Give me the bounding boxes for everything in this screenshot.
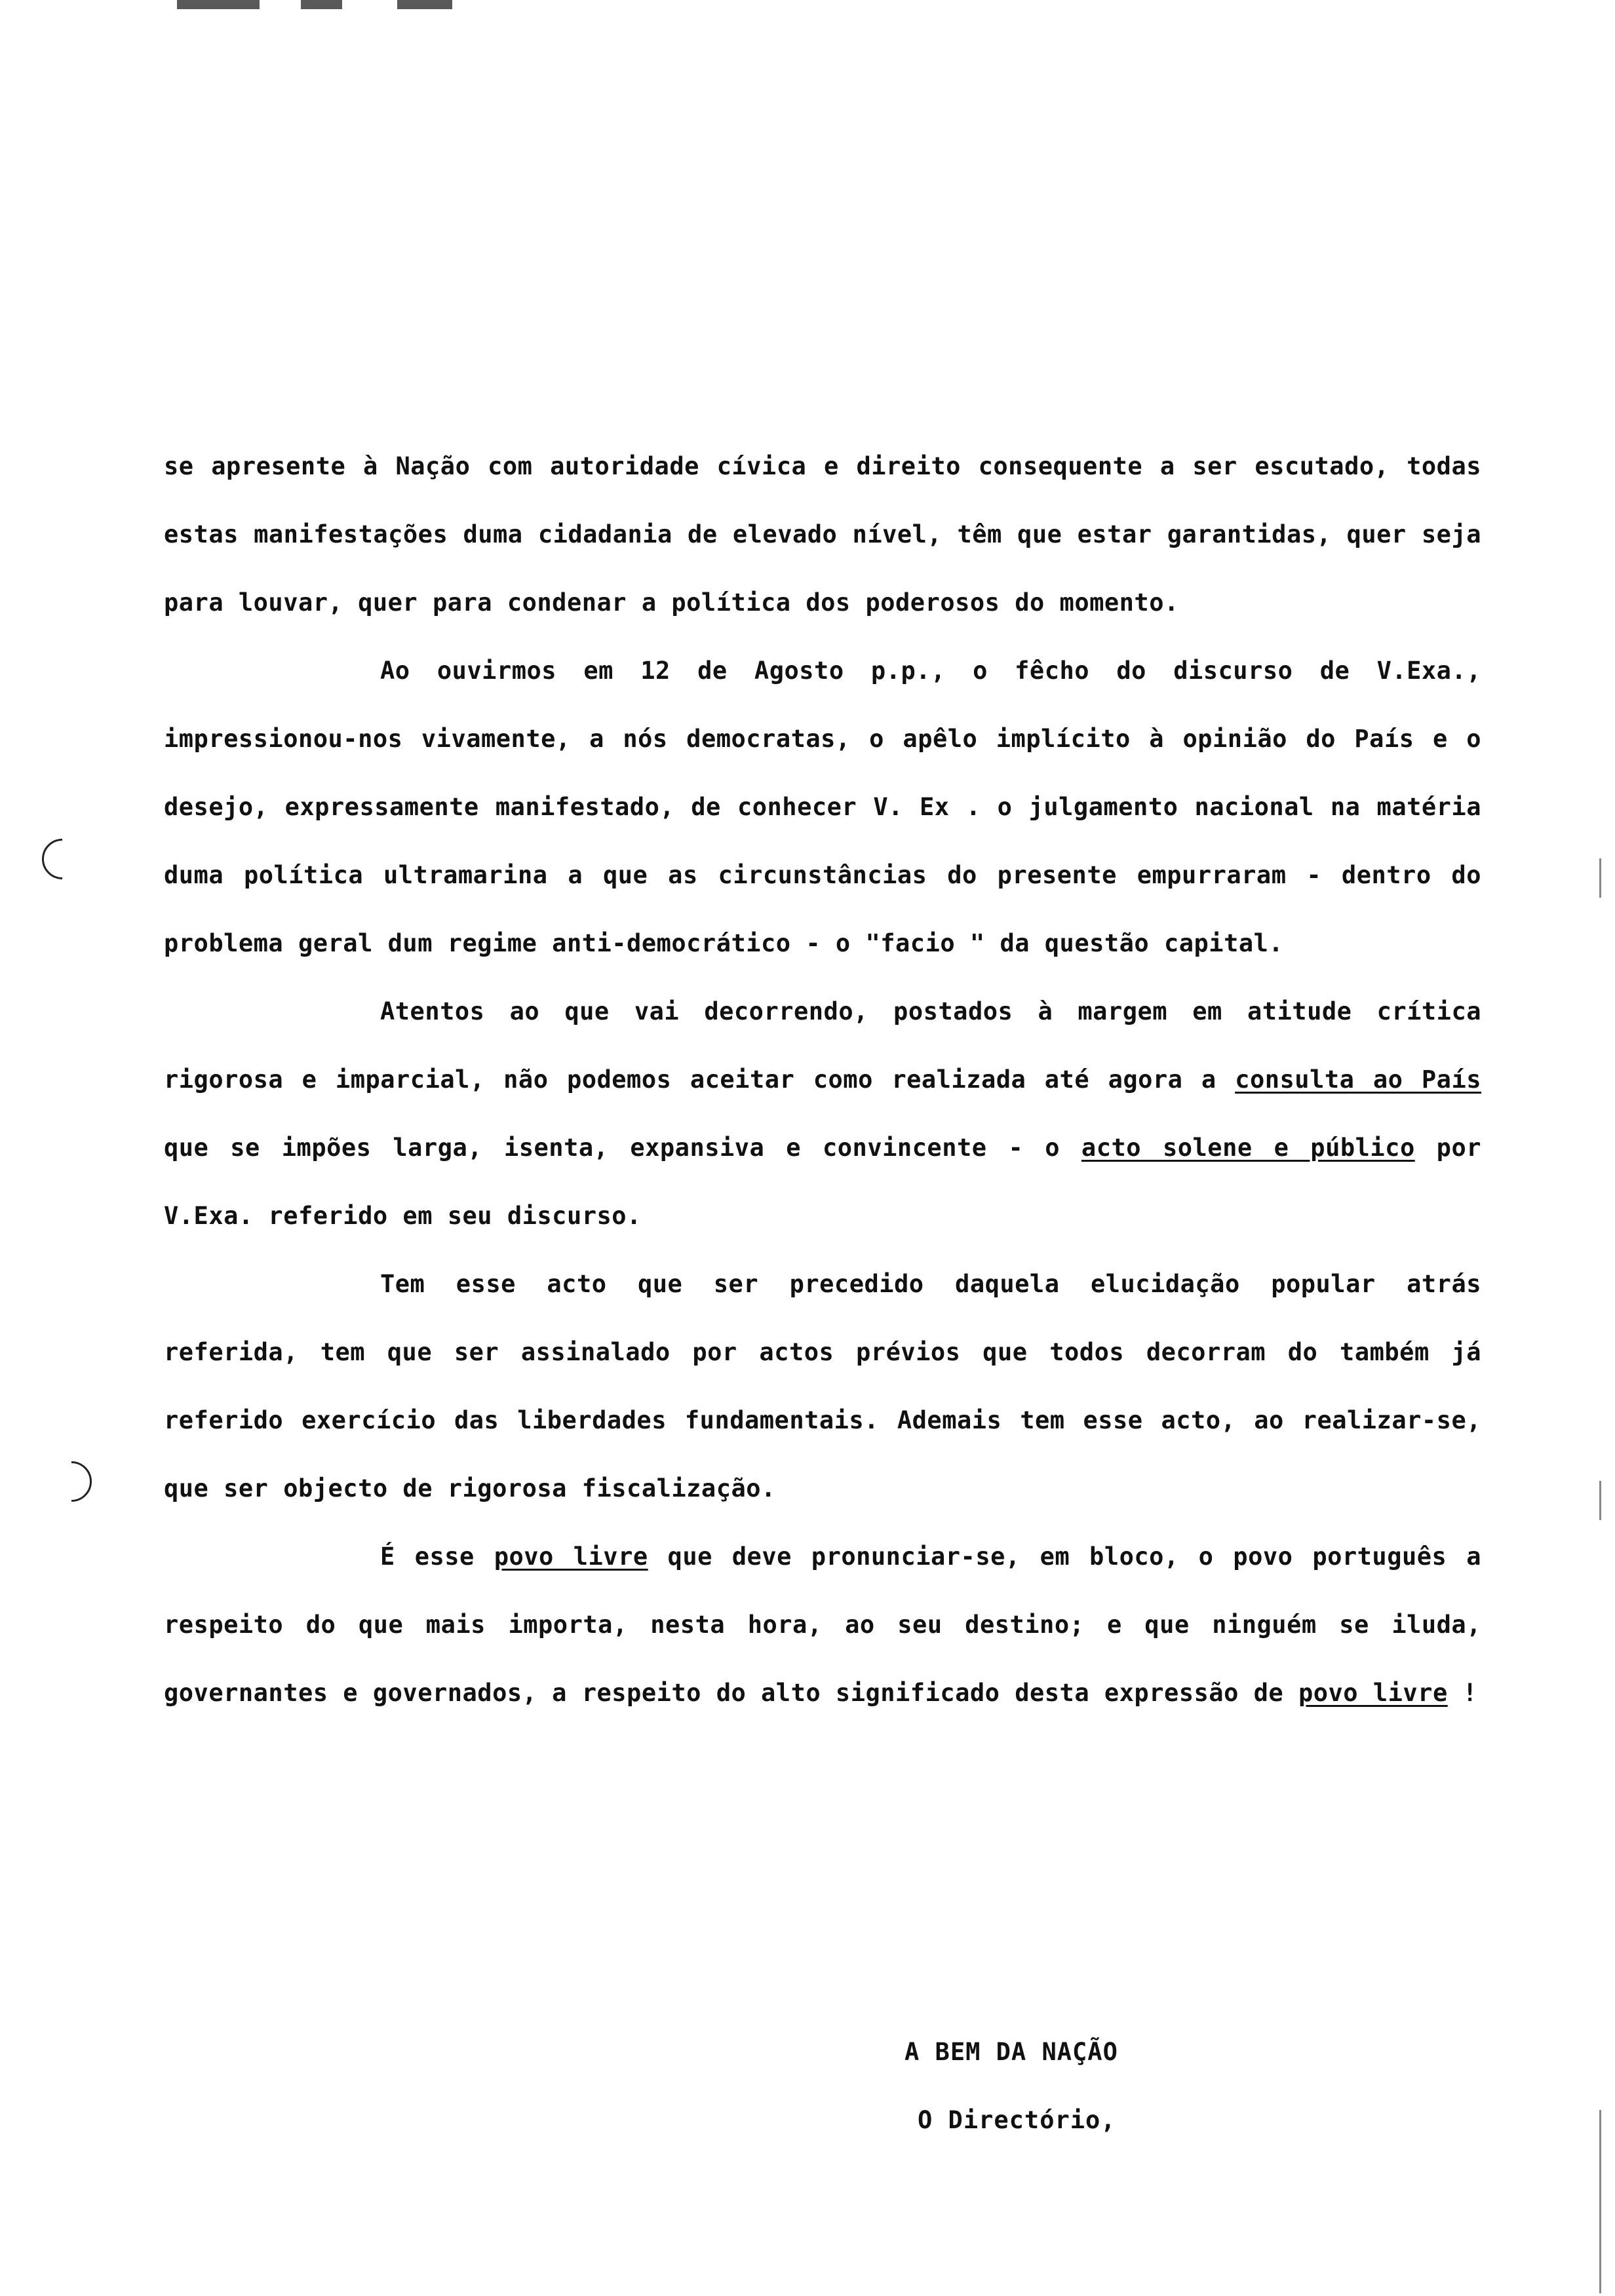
signature-signatory: O Directório, bbox=[918, 2106, 1116, 2134]
underlined-phrase: povo livre bbox=[1298, 1679, 1448, 1707]
text-run: É esse bbox=[380, 1542, 494, 1571]
paragraph bbox=[164, 978, 1481, 1250]
paragraph bbox=[164, 637, 1481, 978]
text-run: Ao ouvirmos em 12 de Agosto p.p., o fêcho do discurso de V.Exa., impressionou-nos vivamente, a nós democratas, o apêlo implícito à opinião do País e o desejo, expressamente manifestado, de conhecer V. Ex . o julgamento nacional na matéria duma política ultramarina a que as circunstâncias do presente empurraram - dentro do problema geral dum regime anti-democrático - o "facio " da questão capital. bbox=[164, 657, 1481, 957]
paragraph bbox=[164, 1250, 1481, 1523]
paragraph bbox=[164, 1523, 1481, 1727]
punch-hole-mark bbox=[42, 839, 83, 879]
punch-hole-mark bbox=[51, 1461, 92, 1502]
page-edge-mark bbox=[1599, 858, 1601, 898]
text-run: Atentos ao que vai decorrendo, postados à margem em atitude crítica rigorosa e imparcial, não podemos aceitar como realizada até agora a bbox=[164, 997, 1481, 1094]
text-run: por V.Exa. referido em seu discurso. bbox=[164, 1134, 1482, 1230]
text-run: Tem esse acto que ser precedido daquela elucidação popular atrás referida, tem que ser assinalado por actos prévios que todos decorram do também já referido exercício das liberdades fundamentais. Ademais tem esse acto, ao realizar-se, que ser objecto de rigorosa fiscalização. bbox=[164, 1270, 1481, 1502]
underlined-phrase: consulta ao País bbox=[1235, 1065, 1481, 1094]
text-run: que se impões larga, isenta, expansiva e convincente - o bbox=[164, 1134, 1081, 1162]
page-edge-mark bbox=[1599, 1481, 1601, 1520]
text-run: se apresente à Nação com autoridade cívica e direito consequente a ser escutado, todas estas manifestações duma cidadania de elevado nível, têm que estar garantidas, quer seja para louvar, quer para condenar a política dos poderosos do momento. bbox=[164, 452, 1481, 617]
underlined-phrase: povo livre bbox=[494, 1542, 648, 1571]
letter-body bbox=[164, 432, 1481, 1727]
page-edge-mark bbox=[1599, 2110, 1601, 2293]
text-run: ! bbox=[1447, 1679, 1478, 1707]
top-edge-marks bbox=[177, 0, 452, 9]
paragraph bbox=[164, 432, 1481, 637]
signature-block bbox=[905, 2018, 1118, 2154]
underlined-phrase: acto solene e público bbox=[1081, 1134, 1415, 1162]
text-run: que deve pronunciar-se, em bloco, o povo português a respeito do que mais importa, nesta hora, ao seu destino; e que ninguém se iluda, governantes e governados, a respeito do alto significado desta expressão de bbox=[164, 1542, 1482, 1707]
signature-salutation: A BEM DA NAÇÃO bbox=[905, 2038, 1118, 2066]
